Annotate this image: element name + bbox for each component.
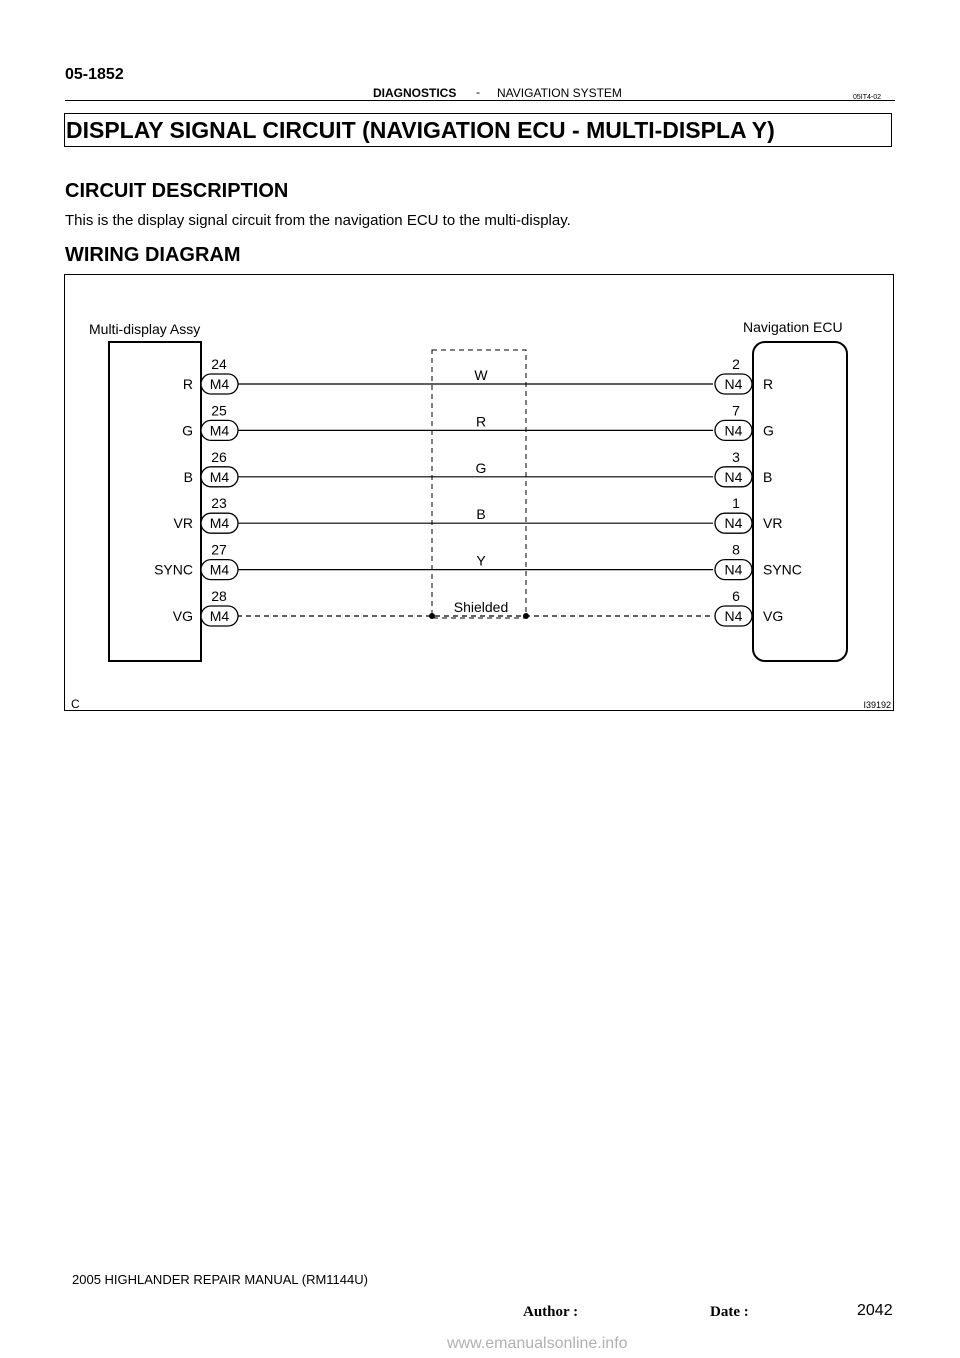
- shield-junction-dot: [429, 613, 435, 619]
- right-pin-number: 2: [732, 356, 740, 372]
- left-pin-number: 28: [211, 588, 227, 604]
- right-connector-label: N4: [724, 608, 743, 624]
- right-pin-number: 3: [732, 448, 740, 465]
- wire-color-label: B: [476, 506, 486, 523]
- left-pin-number: 26: [211, 448, 227, 465]
- left-pin-number: 24: [211, 356, 227, 372]
- right-pin-number: 8: [732, 541, 740, 558]
- circuit-description-text: This is the display signal circuit from the navigation ECU to the multi-display.: [65, 212, 571, 229]
- header-dash: -: [476, 85, 480, 99]
- footer-manual: 2005 HIGHLANDER REPAIR MANUAL (RM1144U): [72, 1272, 368, 1287]
- wiring-diagram-canvas: [65, 275, 895, 712]
- watermark: www.emanualsonline.info: [447, 1335, 628, 1352]
- wire-color-label: R: [475, 413, 487, 430]
- right-signal-label: VG: [763, 608, 784, 624]
- right-pin-number: 6: [732, 588, 740, 604]
- left-connector-label: M4: [209, 468, 230, 485]
- right-component-label: Navigation ECU: [743, 319, 843, 335]
- header-rule: [65, 100, 895, 101]
- left-pin-number: 25: [211, 402, 227, 419]
- left-connector-label: M4: [209, 608, 230, 624]
- wire-color-label: G: [475, 459, 487, 476]
- right-signal-label: SYNC: [763, 561, 802, 578]
- shield-outline: [432, 350, 526, 618]
- circuit-description-heading: CIRCUIT DESCRIPTION: [65, 180, 289, 202]
- left-signal-label: SYNC: [154, 561, 193, 578]
- date-label: Date :: [710, 1304, 749, 1320]
- right-connector-label: N4: [724, 515, 743, 532]
- left-signal-label: R: [182, 376, 193, 392]
- left-signal-label: VG: [172, 608, 193, 624]
- right-connector-label: N4: [724, 468, 743, 485]
- wire-color-label: Y: [476, 552, 486, 569]
- left-connector-label: M4: [209, 515, 230, 532]
- right-connector-label: N4: [724, 376, 743, 392]
- doc-code: 05IT4-02: [853, 94, 882, 101]
- header-section: DIAGNOSTICS: [373, 86, 457, 100]
- shield-junction-dot: [523, 613, 529, 619]
- footer-page-number: 2042: [857, 1302, 893, 1319]
- wiring-diagram-heading: WIRING DIAGRAM: [65, 244, 241, 266]
- wire-color-label: W: [474, 367, 488, 383]
- left-pin-number: 27: [211, 541, 227, 558]
- left-connector-label: M4: [209, 422, 230, 439]
- left-connector-label: M4: [209, 376, 230, 392]
- corner-label: C: [71, 697, 80, 711]
- right-pin-number: 1: [732, 495, 740, 512]
- wiring-diagram: [64, 274, 894, 711]
- wire-color-label: Shielded: [453, 599, 509, 615]
- left-signal-label: B: [183, 468, 193, 485]
- left-pin-number: 23: [211, 495, 227, 512]
- header-subsection: NAVIGATION SYSTEM: [497, 86, 622, 100]
- right-pin-number: 7: [732, 402, 740, 419]
- right-signal-label: B: [763, 468, 773, 485]
- page-title: DISPLAY SIGNAL CIRCUIT (NAVIGATION ECU - MULTI-DISPLA Y): [64, 113, 892, 147]
- page-number: 05-1852: [65, 66, 124, 83]
- left-signal-label: VR: [173, 515, 193, 532]
- right-signal-label: G: [763, 422, 774, 439]
- right-signal-label: R: [763, 376, 774, 392]
- author-label: Author :: [523, 1304, 579, 1320]
- left-component-label: Multi-display Assy: [89, 321, 201, 337]
- figure-id: I39192: [863, 700, 891, 710]
- right-signal-label: VR: [763, 515, 783, 532]
- left-connector-label: M4: [209, 561, 230, 578]
- left-signal-label: G: [182, 422, 193, 439]
- right-connector-label: N4: [724, 422, 743, 439]
- right-connector-label: N4: [724, 561, 743, 578]
